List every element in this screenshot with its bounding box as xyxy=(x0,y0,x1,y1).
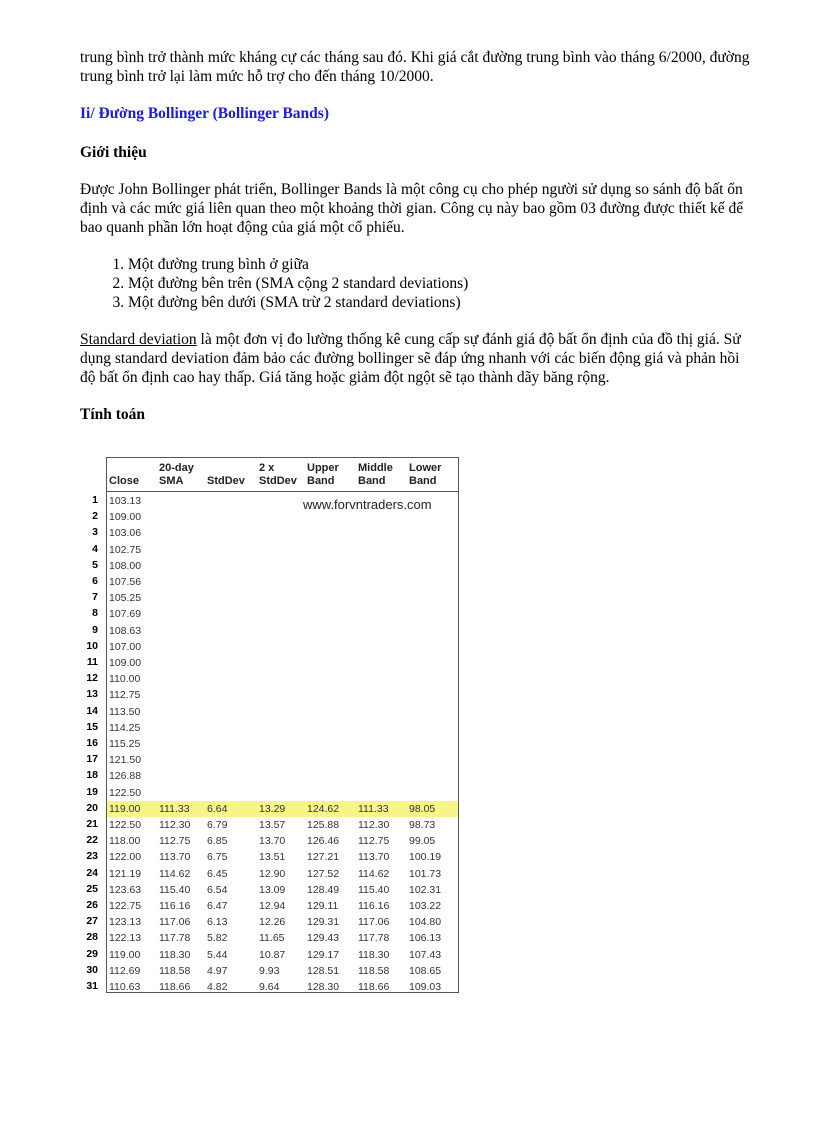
table-cell: 112.75 xyxy=(109,689,141,702)
bollinger-table xyxy=(80,457,458,993)
table-cell: 121.50 xyxy=(109,754,142,767)
document-page xyxy=(80,48,750,442)
row-number: 20 xyxy=(86,801,98,814)
table-cell: 114.62 xyxy=(358,867,390,880)
stddev-text: là một đơn vị đo lường thống kê cung cấp sự đánh giá độ bất ổn định của đồ thị giá. Sử dụng standard deviation đảm bảo các đường bollinger sẽ đáp ứng nhanh với các biến động giá và phản hồi độ bất ổn định cao hay thấp. Giá tăng hoặc giảm đột ngột sẽ tạo thành dãy băng rộng. xyxy=(80,331,741,386)
row-number: 30 xyxy=(86,963,98,976)
list-item: 2. Một đường bên trên (SMA cộng 2 standard deviations) xyxy=(128,274,750,293)
table-cell: 113.50 xyxy=(109,705,141,718)
table-row xyxy=(107,914,458,930)
row-number: 31 xyxy=(86,980,98,992)
table-row xyxy=(107,509,458,525)
table-cell: 4.97 xyxy=(207,964,228,977)
table-row xyxy=(107,963,458,979)
column-header: StdDev xyxy=(207,475,245,487)
table-row xyxy=(107,623,458,639)
table-cell: 115.40 xyxy=(159,883,191,896)
table-cell: 108.63 xyxy=(109,624,142,637)
table-cell: 125.88 xyxy=(307,819,340,831)
row-number: 19 xyxy=(86,785,98,798)
table-cell: 105.25 xyxy=(109,592,142,605)
table-cell: 118.66 xyxy=(358,981,390,993)
table-cell: 118.58 xyxy=(358,964,390,977)
row-number: 22 xyxy=(86,834,98,847)
table-cell: 112.30 xyxy=(358,819,390,831)
table-row xyxy=(107,525,458,541)
bands-list xyxy=(80,255,750,312)
table-cell: 103.06 xyxy=(109,527,142,540)
stddev-link[interactable]: Standard deviation xyxy=(80,331,197,348)
table-cell: 100.19 xyxy=(409,851,442,864)
table-cell: 5.82 xyxy=(207,932,228,945)
table-cell: 110.00 xyxy=(109,673,141,686)
list-item: 3. Một đường bên dưới (SMA trừ 2 standard deviations) xyxy=(128,293,750,312)
row-number: 26 xyxy=(86,899,98,911)
table-cell: 6.45 xyxy=(207,867,228,880)
table-cell: 112.69 xyxy=(109,964,141,977)
table-row xyxy=(107,817,458,833)
table-row xyxy=(107,736,458,752)
table-cell: 122.50 xyxy=(109,786,142,799)
table-cell: 129.31 xyxy=(307,916,340,929)
table-cell: 12.94 xyxy=(259,900,286,912)
table-cell: 13.57 xyxy=(259,819,286,831)
table-cell: 119.00 xyxy=(109,948,141,961)
table-row xyxy=(107,606,458,622)
table-cell: 127.21 xyxy=(307,851,340,864)
row-number: 18 xyxy=(86,769,98,782)
table-row xyxy=(107,493,458,509)
row-number: 15 xyxy=(86,720,98,733)
table-cell: 128.51 xyxy=(307,964,340,977)
table-cell: 111.33 xyxy=(358,802,389,815)
table-row xyxy=(107,833,458,849)
table-row xyxy=(107,671,458,687)
table-cell: 109.00 xyxy=(109,511,142,524)
table-row xyxy=(107,574,458,590)
table-row xyxy=(107,898,458,914)
table-cell: 4.82 xyxy=(207,981,228,993)
row-number: 10 xyxy=(86,639,98,652)
table-row xyxy=(107,849,458,865)
table-row xyxy=(107,752,458,768)
row-number: 7 xyxy=(92,591,98,604)
table-cell: 13.09 xyxy=(259,883,286,896)
table-cell: 12.26 xyxy=(259,916,286,929)
table-cell: 5.44 xyxy=(207,948,228,961)
table-cell: 113.70 xyxy=(159,851,191,864)
list-item: 1. Một đường trung bình ở giữa xyxy=(128,255,750,274)
table-cell: 123.13 xyxy=(109,916,142,929)
table-cell: 98.05 xyxy=(409,802,436,815)
table-cell: 118.00 xyxy=(109,835,141,848)
table-cell: 102.31 xyxy=(409,883,442,896)
table-row xyxy=(107,930,458,946)
row-number: 23 xyxy=(86,850,98,863)
table-row xyxy=(107,704,458,720)
table-row xyxy=(107,866,458,882)
table-cell: 118.30 xyxy=(358,948,390,961)
row-number: 25 xyxy=(86,882,98,895)
table-row xyxy=(107,801,458,817)
row-number: 17 xyxy=(86,753,98,766)
table-cell: 112.75 xyxy=(358,835,390,848)
table-cell: 119.00 xyxy=(109,802,141,815)
table-cell: 6.47 xyxy=(207,900,228,912)
row-number: 12 xyxy=(86,672,98,685)
table-cell: 10.87 xyxy=(259,948,286,961)
table-row xyxy=(107,590,458,606)
table-cell: 129.17 xyxy=(307,948,340,961)
table-cell: 129.43 xyxy=(307,932,340,945)
table-cell: 109.03 xyxy=(409,981,442,993)
table-cell: 107.00 xyxy=(109,640,142,653)
subheading-calc: Tính toán xyxy=(80,406,146,423)
table-cell: 109.00 xyxy=(109,657,142,669)
row-number: 2 xyxy=(92,510,98,523)
row-number: 29 xyxy=(86,947,98,960)
table-cell: 117.78 xyxy=(358,932,390,945)
table-row xyxy=(107,979,458,995)
table-cell: 114.62 xyxy=(159,867,191,880)
section-heading: Ii/ Đường Bollinger (Bollinger Bands) xyxy=(80,105,329,122)
table-cell: 13.70 xyxy=(259,835,286,848)
table-cell: 114.25 xyxy=(109,721,141,734)
table-row xyxy=(107,947,458,963)
row-number: 24 xyxy=(86,866,98,879)
table-cell: 113.70 xyxy=(358,851,390,864)
table-cell: 104.80 xyxy=(409,916,442,929)
row-number: 16 xyxy=(86,737,98,749)
row-number: 8 xyxy=(92,607,98,620)
table-cell: 6.54 xyxy=(207,883,228,896)
table-cell: 6.85 xyxy=(207,835,228,848)
table-cell: 126.88 xyxy=(109,770,142,783)
row-number: 5 xyxy=(92,558,98,571)
table-cell: 122.50 xyxy=(109,819,142,831)
table-cell: 6.64 xyxy=(207,802,228,815)
subheading-intro: Giới thiệu xyxy=(80,144,147,161)
table-cell: 107.69 xyxy=(109,608,142,621)
table-cell: 122.75 xyxy=(109,900,142,912)
table-cell: 13.29 xyxy=(259,802,286,815)
table-cell: 118.30 xyxy=(159,948,191,961)
row-number: 27 xyxy=(86,915,98,928)
table-cell: 128.30 xyxy=(307,981,340,993)
table-cell: 126.46 xyxy=(307,835,340,848)
table-cell: 98.73 xyxy=(409,819,436,831)
table-cell: 116.16 xyxy=(159,900,191,912)
watermark: www.forvntraders.com xyxy=(303,497,432,512)
row-number: 13 xyxy=(86,688,98,701)
table-row xyxy=(107,768,458,784)
table-cell: 118.66 xyxy=(159,981,191,993)
table-cell: 127.52 xyxy=(307,867,340,880)
table-cell: 116.16 xyxy=(358,900,390,912)
table-cell: 13.51 xyxy=(259,851,286,864)
column-header: Lower Band xyxy=(409,462,442,487)
row-number: 1 xyxy=(92,494,98,506)
table-row xyxy=(107,639,458,655)
table-cell: 12.90 xyxy=(259,867,286,880)
table-grid xyxy=(106,457,459,993)
table-cell: 123.63 xyxy=(109,883,142,896)
table-cell: 118.58 xyxy=(159,964,191,977)
table-cell: 107.56 xyxy=(109,576,142,588)
table-cell: 103.13 xyxy=(109,495,142,507)
row-number: 11 xyxy=(86,656,98,668)
table-cell: 6.13 xyxy=(207,916,228,929)
table-row xyxy=(107,542,458,558)
table-cell: 110.63 xyxy=(109,981,141,993)
table-cell: 101.73 xyxy=(409,867,442,880)
row-number: 4 xyxy=(92,542,98,555)
column-header: 2 x StdDev xyxy=(259,462,297,487)
column-header: Middle Band xyxy=(358,462,393,487)
table-cell: 107.43 xyxy=(409,948,442,961)
table-row xyxy=(107,655,458,671)
table-cell: 112.75 xyxy=(159,835,191,848)
row-number: 6 xyxy=(92,575,98,587)
table-row xyxy=(107,882,458,898)
table-cell: 111.33 xyxy=(159,802,190,815)
table-cell: 11.65 xyxy=(259,932,285,945)
table-row xyxy=(107,558,458,574)
table-cell: 117.06 xyxy=(358,916,390,929)
table-cell: 115.40 xyxy=(358,883,390,896)
table-row xyxy=(107,720,458,736)
column-header: 20-day SMA xyxy=(159,462,194,487)
table-cell: 128.49 xyxy=(307,883,340,896)
table-cell: 6.79 xyxy=(207,819,228,831)
table-cell: 117.78 xyxy=(159,932,191,945)
column-header: Close xyxy=(109,475,139,487)
table-row xyxy=(107,785,458,801)
table-cell: 115.25 xyxy=(109,738,141,750)
row-number: 3 xyxy=(92,526,98,539)
table-cell: 103.22 xyxy=(409,900,442,912)
table-cell: 99.05 xyxy=(409,835,436,848)
table-cell: 108.65 xyxy=(409,964,442,977)
table-cell: 117.06 xyxy=(159,916,191,929)
table-cell: 106.13 xyxy=(409,932,442,945)
row-number: 21 xyxy=(86,818,98,830)
table-cell: 108.00 xyxy=(109,559,142,572)
table-header xyxy=(107,458,458,492)
table-cell: 121.19 xyxy=(109,867,142,880)
intro-text: trung bình trở thành mức kháng cự các tháng sau đó. Khi giá cắt đường trung bình vào tháng 6/2000, đường trung bình trở lại làm mức hỗ trợ cho đến tháng 10/2000. xyxy=(80,49,750,85)
table-cell: 122.00 xyxy=(109,851,142,864)
table-cell: 112.30 xyxy=(159,819,191,831)
stddev-paragraph xyxy=(80,330,750,387)
table-cell: 124.62 xyxy=(307,802,340,815)
column-header: Upper Band xyxy=(307,462,339,487)
intro-paragraph: Được John Bollinger phát triển, Bollinger Bands là một công cụ cho phép người sử dụng so sánh độ bất ổn định và các mức giá liên quan theo một khoảng thời gian. Công cụ này bao gồm 03 đường được thiết kế để bao quanh phần lớn hoạt động của giá một cổ phiếu. xyxy=(80,181,744,236)
table-cell: 129.11 xyxy=(307,900,339,912)
table-cell: 9.64 xyxy=(259,981,280,993)
table-row xyxy=(107,687,458,703)
row-number: 28 xyxy=(86,931,98,944)
table-cell: 122.13 xyxy=(109,932,142,945)
table-cell: 9.93 xyxy=(259,964,280,977)
row-number: 14 xyxy=(86,704,98,717)
table-cell: 102.75 xyxy=(109,543,142,556)
row-number: 9 xyxy=(92,623,98,636)
table-cell: 6.75 xyxy=(207,851,228,864)
